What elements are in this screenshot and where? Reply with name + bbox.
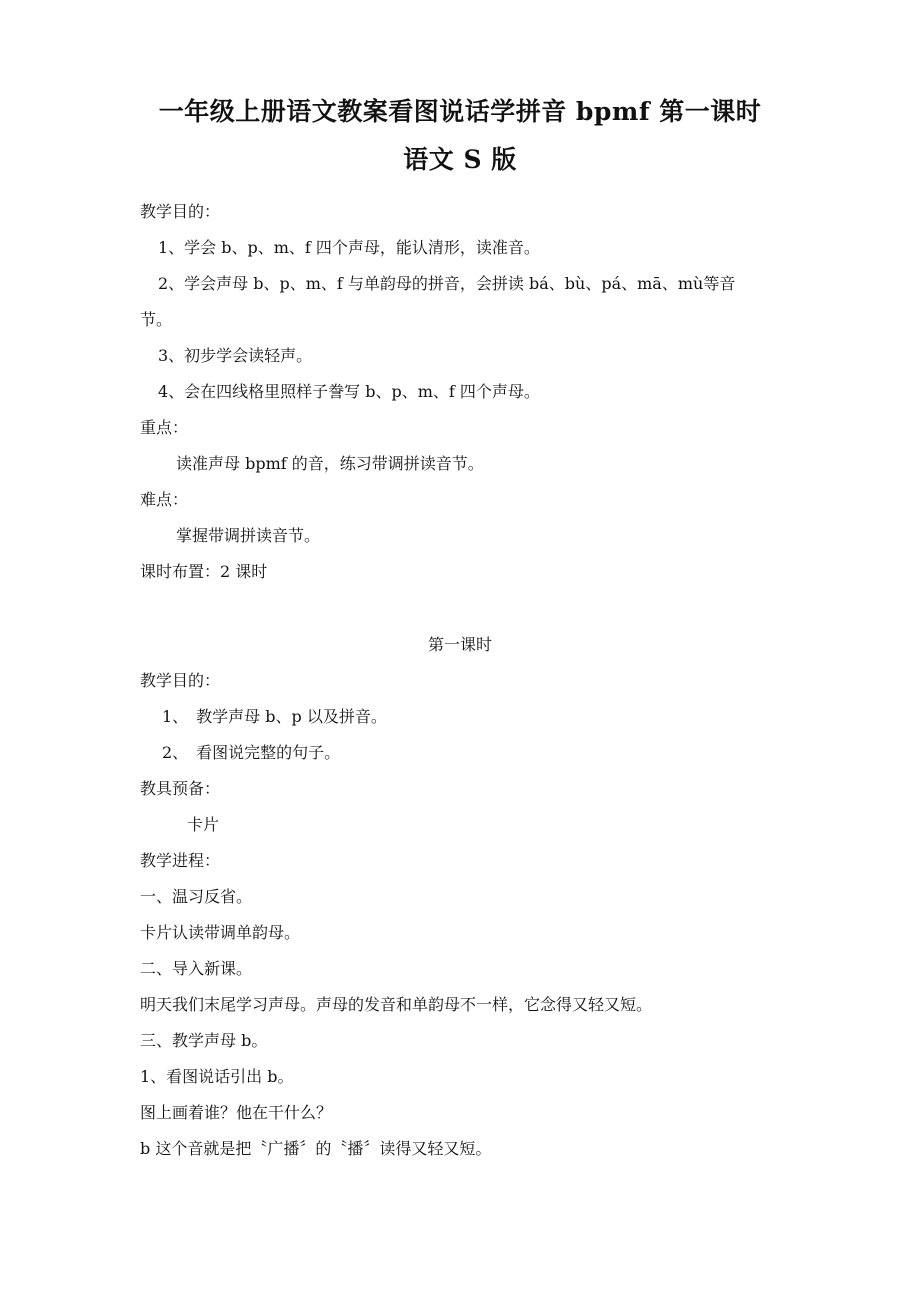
process-step: 明天我们末尾学习声母。声母的发音和单韵母不一样，它念得又轻又短。	[140, 995, 653, 1014]
difficulty-text: 掌握带调拼读音节。	[176, 526, 321, 545]
goal-item-4: 4、会在四线格里照样子誊写 b、p、m、f 四个声母。	[158, 382, 540, 401]
goal-item-2: 2、学会声母 b、p、m、f 与单韵母的拼音，会拼读 bá、bù、pá、mā、mù等音	[158, 274, 736, 293]
goal-item-1: 1、学会 b、p、m、f 四个声母，能认清形，读准音。	[158, 238, 540, 257]
process-step: 一、温习反省。	[140, 887, 253, 906]
tools-text: 卡片	[187, 815, 220, 834]
goals-heading: 教学目的：	[140, 202, 221, 221]
process-step: 图上画着谁？他在干什么？	[140, 1103, 333, 1122]
process-step: b 这个音就是把〝广播〞的〝播〞读得又轻又短。	[140, 1139, 492, 1158]
key-points-text: 读准声母 bpmf 的音，练习带调拼读音节。	[176, 454, 484, 473]
process-step: 二、导入新课。	[140, 959, 253, 978]
lesson-goal-item-1: 1、 教学声母 b、p 以及拼音。	[162, 707, 387, 726]
process-step: 卡片认读带调单韵母。	[140, 923, 301, 942]
process-step: 1、看图说话引出 b。	[140, 1067, 294, 1086]
tools-heading: 教具预备：	[140, 779, 221, 798]
difficulty-heading: 难点：	[140, 490, 189, 509]
document-title-line-1: 一年级上册语文教案看图说话学拼音 bpmf 第一课时	[158, 97, 762, 126]
lesson-goals-heading: 教学目的：	[140, 671, 221, 690]
process-step: 三、教学声母 b。	[140, 1031, 268, 1050]
goal-item-2-continued: 节。	[140, 310, 173, 329]
document-title-line-2: 语文 S 版	[403, 145, 517, 174]
key-points-heading: 重点：	[140, 418, 189, 437]
process-heading: 教学进程：	[140, 851, 221, 870]
schedule-text: 课时布置：2 课时	[140, 562, 268, 581]
lesson-1-heading: 第一课时	[427, 635, 492, 654]
lesson-goal-item-2: 2、 看图说完整的句子。	[162, 743, 341, 762]
goal-item-3: 3、初步学会读轻声。	[158, 346, 313, 365]
